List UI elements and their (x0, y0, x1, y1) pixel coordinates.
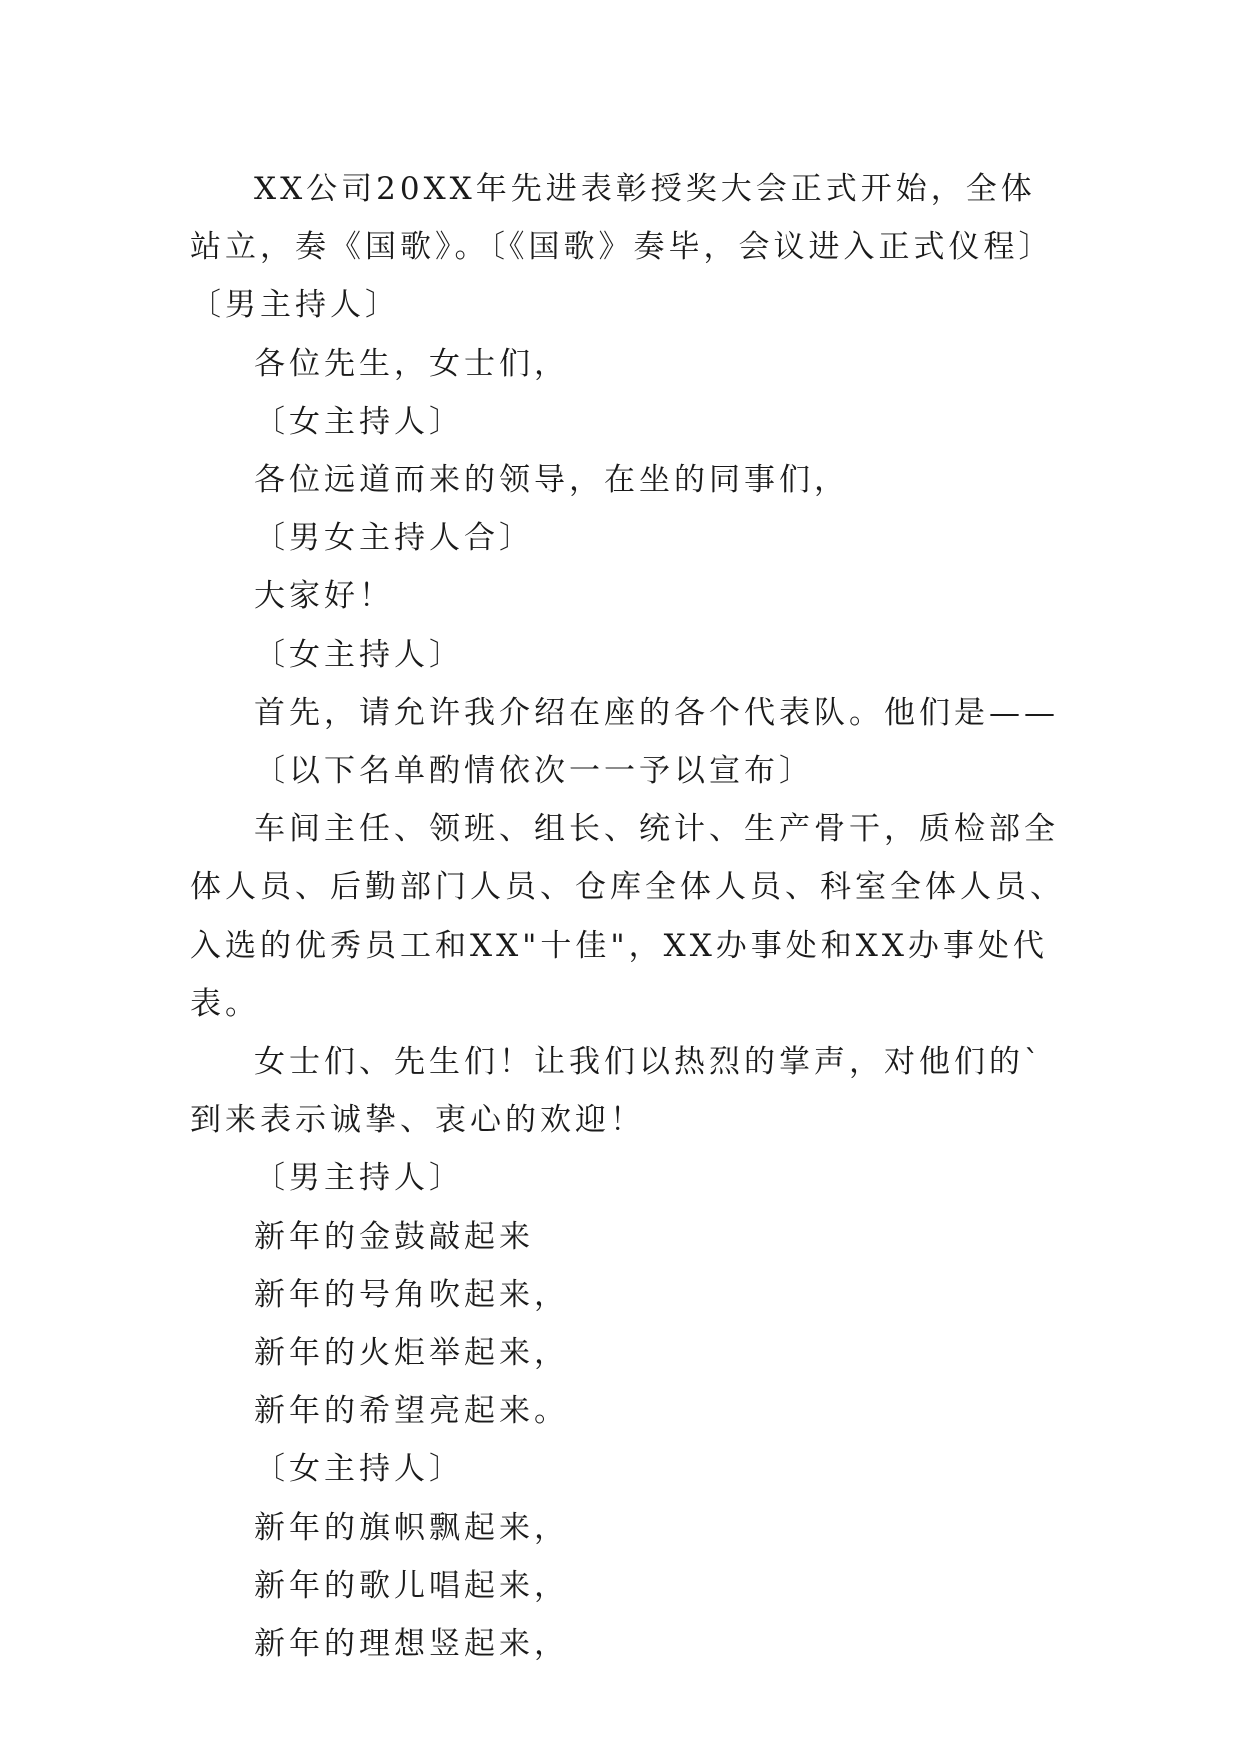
paragraph-speaker-both: 〔男女主持人合〕 (254, 520, 534, 557)
paragraph-welcome: 女士们、先生们！让我们以热烈的掌声，对他们的`到来表示诚挚、衷心的欢迎！ (190, 1044, 1044, 1139)
paragraph-verse: 新年的理想竖起来， (254, 1626, 569, 1663)
document-body (190, 160, 1070, 1673)
paragraph-attendee-list: 车间主任、领班、组长、统计、生产骨干，质检部全体人员、后勤部门人员、仓库全体人员、科室全体人员、入选的优秀员工和XX"十佳"，XX办事处和XX办事处代表。 (190, 811, 1065, 1022)
paragraph-hello: 大家好！ (254, 578, 394, 615)
paragraph-verse: 新年的希望亮起来。 (254, 1393, 569, 1430)
paragraph-verse: 新年的旗帜飘起来， (254, 1509, 569, 1546)
paragraph-verse: 新年的金鼓敲起来 (254, 1218, 534, 1255)
paragraph-speaker-male: 〔男主持人〕 (254, 1160, 464, 1197)
paragraph-opening: XX公司20XX年先进表彰授奖大会正式开始，全体站立，奏《国歌》。〔《国歌》奏毕，会议进入正式仪程〕〔男主持人〕 (190, 171, 1054, 324)
paragraph-verse: 新年的火炬举起来， (254, 1335, 569, 1372)
paragraph-introduction: 首先，请允许我介绍在座的各个代表队。他们是—— (254, 694, 1059, 731)
paragraph-greeting-male: 各位先生，女士们， (254, 345, 569, 382)
paragraph-speaker-female: 〔女主持人〕 (254, 636, 464, 673)
paragraph-speaker-female: 〔女主持人〕 (254, 403, 464, 440)
paragraph-speaker-female: 〔女主持人〕 (254, 1451, 464, 1488)
paragraph-verse: 新年的号角吹起来， (254, 1276, 569, 1313)
paragraph-greeting-female: 各位远道而来的领导，在坐的同事们， (254, 462, 849, 499)
paragraph-verse: 新年的歌儿唱起来， (254, 1567, 569, 1604)
paragraph-stage-note: 〔以下名单酌情依次一一予以宣布〕 (254, 753, 814, 790)
